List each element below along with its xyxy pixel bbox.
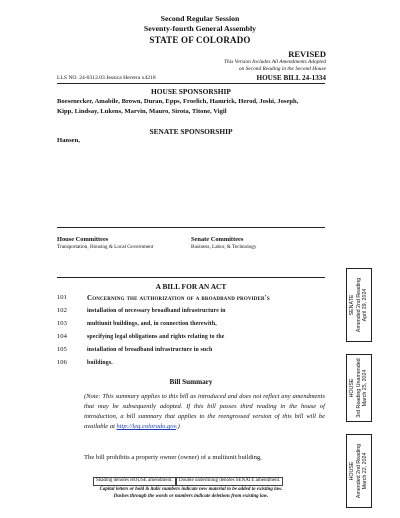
assembly-label: Seventy-fourth General Assembly	[143, 24, 257, 33]
bill-title-line: installation of necessary broadband infrastructure in	[87, 308, 226, 314]
revised-label: REVISED	[288, 49, 326, 59]
stamp-date: March 25, 2024	[362, 369, 369, 407]
bill-number: HOUSE BILL 24-1334	[256, 74, 326, 82]
session-label: Second Regular Session	[160, 14, 240, 23]
stamp-date: April 29, 2024	[362, 288, 369, 322]
bill-title-heading: A BILL FOR AN ACT	[155, 282, 227, 291]
line-number: 103	[57, 320, 67, 327]
bill-summary-heading: Bill Summary	[169, 378, 213, 386]
bill-title-line: multiunit buildings, and, in connection therewith,	[87, 321, 217, 327]
line-number: 104	[57, 333, 67, 340]
house-sponsors-line2: Kipp, Lindsay, Lukens, Marvin, Mauro, Sirota, Titone, Vigil	[57, 108, 227, 115]
header-divider	[57, 83, 325, 84]
senate-amendment-legend: Double underlining denotes SENATE amendment.	[176, 477, 283, 486]
line-number: 105	[57, 346, 67, 353]
line-number: 106	[57, 359, 67, 366]
bill-title-line: installation of broadband infrastructure in such	[87, 347, 213, 353]
stamp-action: 3rd Reading Unamended	[355, 358, 362, 418]
legislature-link[interactable]: http://leg.colorado.gov	[116, 423, 176, 430]
line-number: 102	[57, 307, 67, 314]
new-material-note: Capital letters or bold & italic numbers indicate new material to be added to existing law.	[99, 487, 283, 492]
senate-sponsorship-heading: SENATE SPONSORSHIP	[149, 127, 233, 136]
stamp-action: Amended 2nd Reading	[355, 443, 362, 499]
stamp-date: March 22, 2024	[362, 452, 369, 490]
senate-sponsors: Hansen,	[57, 137, 80, 144]
summary-note-end: .)	[175, 423, 180, 430]
lls-number: LLS NO. 24-0312.03 Jessica Herrera x4218	[57, 75, 156, 81]
bill-title-line: specifying legal obligations and rights relating to the	[87, 334, 225, 340]
bill-title-line: Concerning the authorization of a broadband provider's	[87, 294, 270, 302]
version-note-line1: This Version Includes All Amendments Adopted	[224, 59, 326, 65]
stamp-chamber: HOUSE	[348, 461, 355, 481]
senate-committees-heading: Senate Committees	[191, 236, 244, 243]
senate-amended-stamp	[346, 268, 372, 342]
house-sponsors-line1: Boesenecker, Amabile, Brown, Duran, Epps, Froelich, Hamrick, Herod, Joshi, Joseph,	[57, 98, 299, 105]
deletion-note: Dashes through the words or numbers indicate deletions from existing law.	[113, 494, 269, 499]
line-number: 101	[57, 294, 67, 301]
bill-title-line: buildings.	[87, 360, 113, 366]
summary-note	[84, 392, 325, 432]
senate-committees: Business, Labor, & Technology	[191, 244, 257, 250]
house-committees-heading: House Committees	[57, 236, 109, 243]
sponsorship-divider	[57, 227, 325, 228]
stamp-action: Amended 2nd Reading	[355, 277, 362, 333]
house-sponsorship-heading: HOUSE SPONSORSHIP	[151, 87, 231, 96]
summary-body: The bill prohibits a property owner (owner) of a multiunit building,	[84, 454, 262, 461]
house-amended-stamp	[346, 434, 372, 508]
summary-note-text: (Note: This summary applies to this bill as introduced and does not reflect any amendments that may be subsequently adopted. If this bill passes third reading in the house of introduction, a bill summary that applies to the reengrossed version of this bill will be available at	[84, 393, 325, 430]
house-amendment-legend: Shading denotes HOUSE amendment.	[93, 477, 176, 486]
house-committees: Transportation, Housing & Local Government	[57, 244, 154, 250]
stamp-chamber: SENATE	[348, 294, 355, 316]
house-third-reading-stamp	[346, 354, 372, 422]
stamp-chamber: HOUSE	[348, 378, 355, 398]
version-note-line2: on Second Reading in the Second House	[238, 66, 326, 72]
state-label: STATE OF COLORADO	[149, 35, 251, 45]
committee-divider	[57, 277, 325, 278]
house-sponsors	[57, 97, 325, 117]
